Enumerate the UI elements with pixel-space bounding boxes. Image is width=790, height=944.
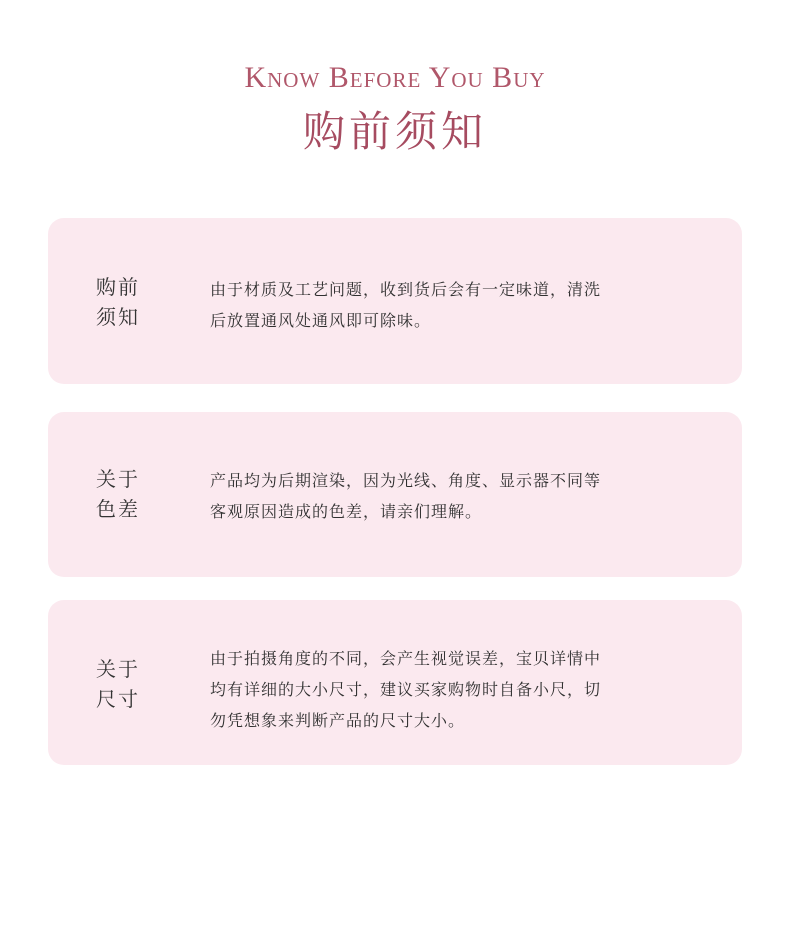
card-description xyxy=(210,643,630,736)
notice-card-size xyxy=(48,600,742,765)
card-label-line: 色差 xyxy=(96,497,140,521)
card-text-line: 由于拍摄角度的不同，会产生视觉误差，宝贝详情中 xyxy=(210,649,602,668)
card-text-line: 由于材质及工艺问题，收到货后会有一定味道，清洗 xyxy=(210,280,602,299)
card-label xyxy=(96,654,156,714)
card-description xyxy=(210,465,630,527)
notice-card-before-purchase xyxy=(48,218,742,384)
page-title: 购前须知 xyxy=(302,107,487,156)
card-label-line: 购前 xyxy=(96,275,140,299)
page-header xyxy=(0,58,790,160)
card-text-line: 客观原因造成的色差，请亲们理解。 xyxy=(210,502,483,521)
card-description xyxy=(210,274,630,336)
card-label xyxy=(96,272,156,332)
card-text-line: 产品均为后期渲染，因为光线、角度、显示器不同等 xyxy=(210,471,602,490)
card-text-line: 勿凭想象来判断产品的尺寸大小。 xyxy=(210,711,466,730)
card-label xyxy=(96,464,156,524)
english-subtitle: Know Before You Buy xyxy=(244,61,546,94)
card-text-line: 后放置通风处通风即可除味。 xyxy=(210,311,432,330)
card-label-line: 尺寸 xyxy=(96,687,140,711)
card-label-line: 须知 xyxy=(96,305,140,329)
notice-card-color-difference xyxy=(48,412,742,577)
card-label-line: 关于 xyxy=(96,657,140,681)
card-text-line: 均有详细的大小尺寸，建议买家购物时自备小尺，切 xyxy=(210,680,602,699)
card-label-line: 关于 xyxy=(96,467,140,491)
